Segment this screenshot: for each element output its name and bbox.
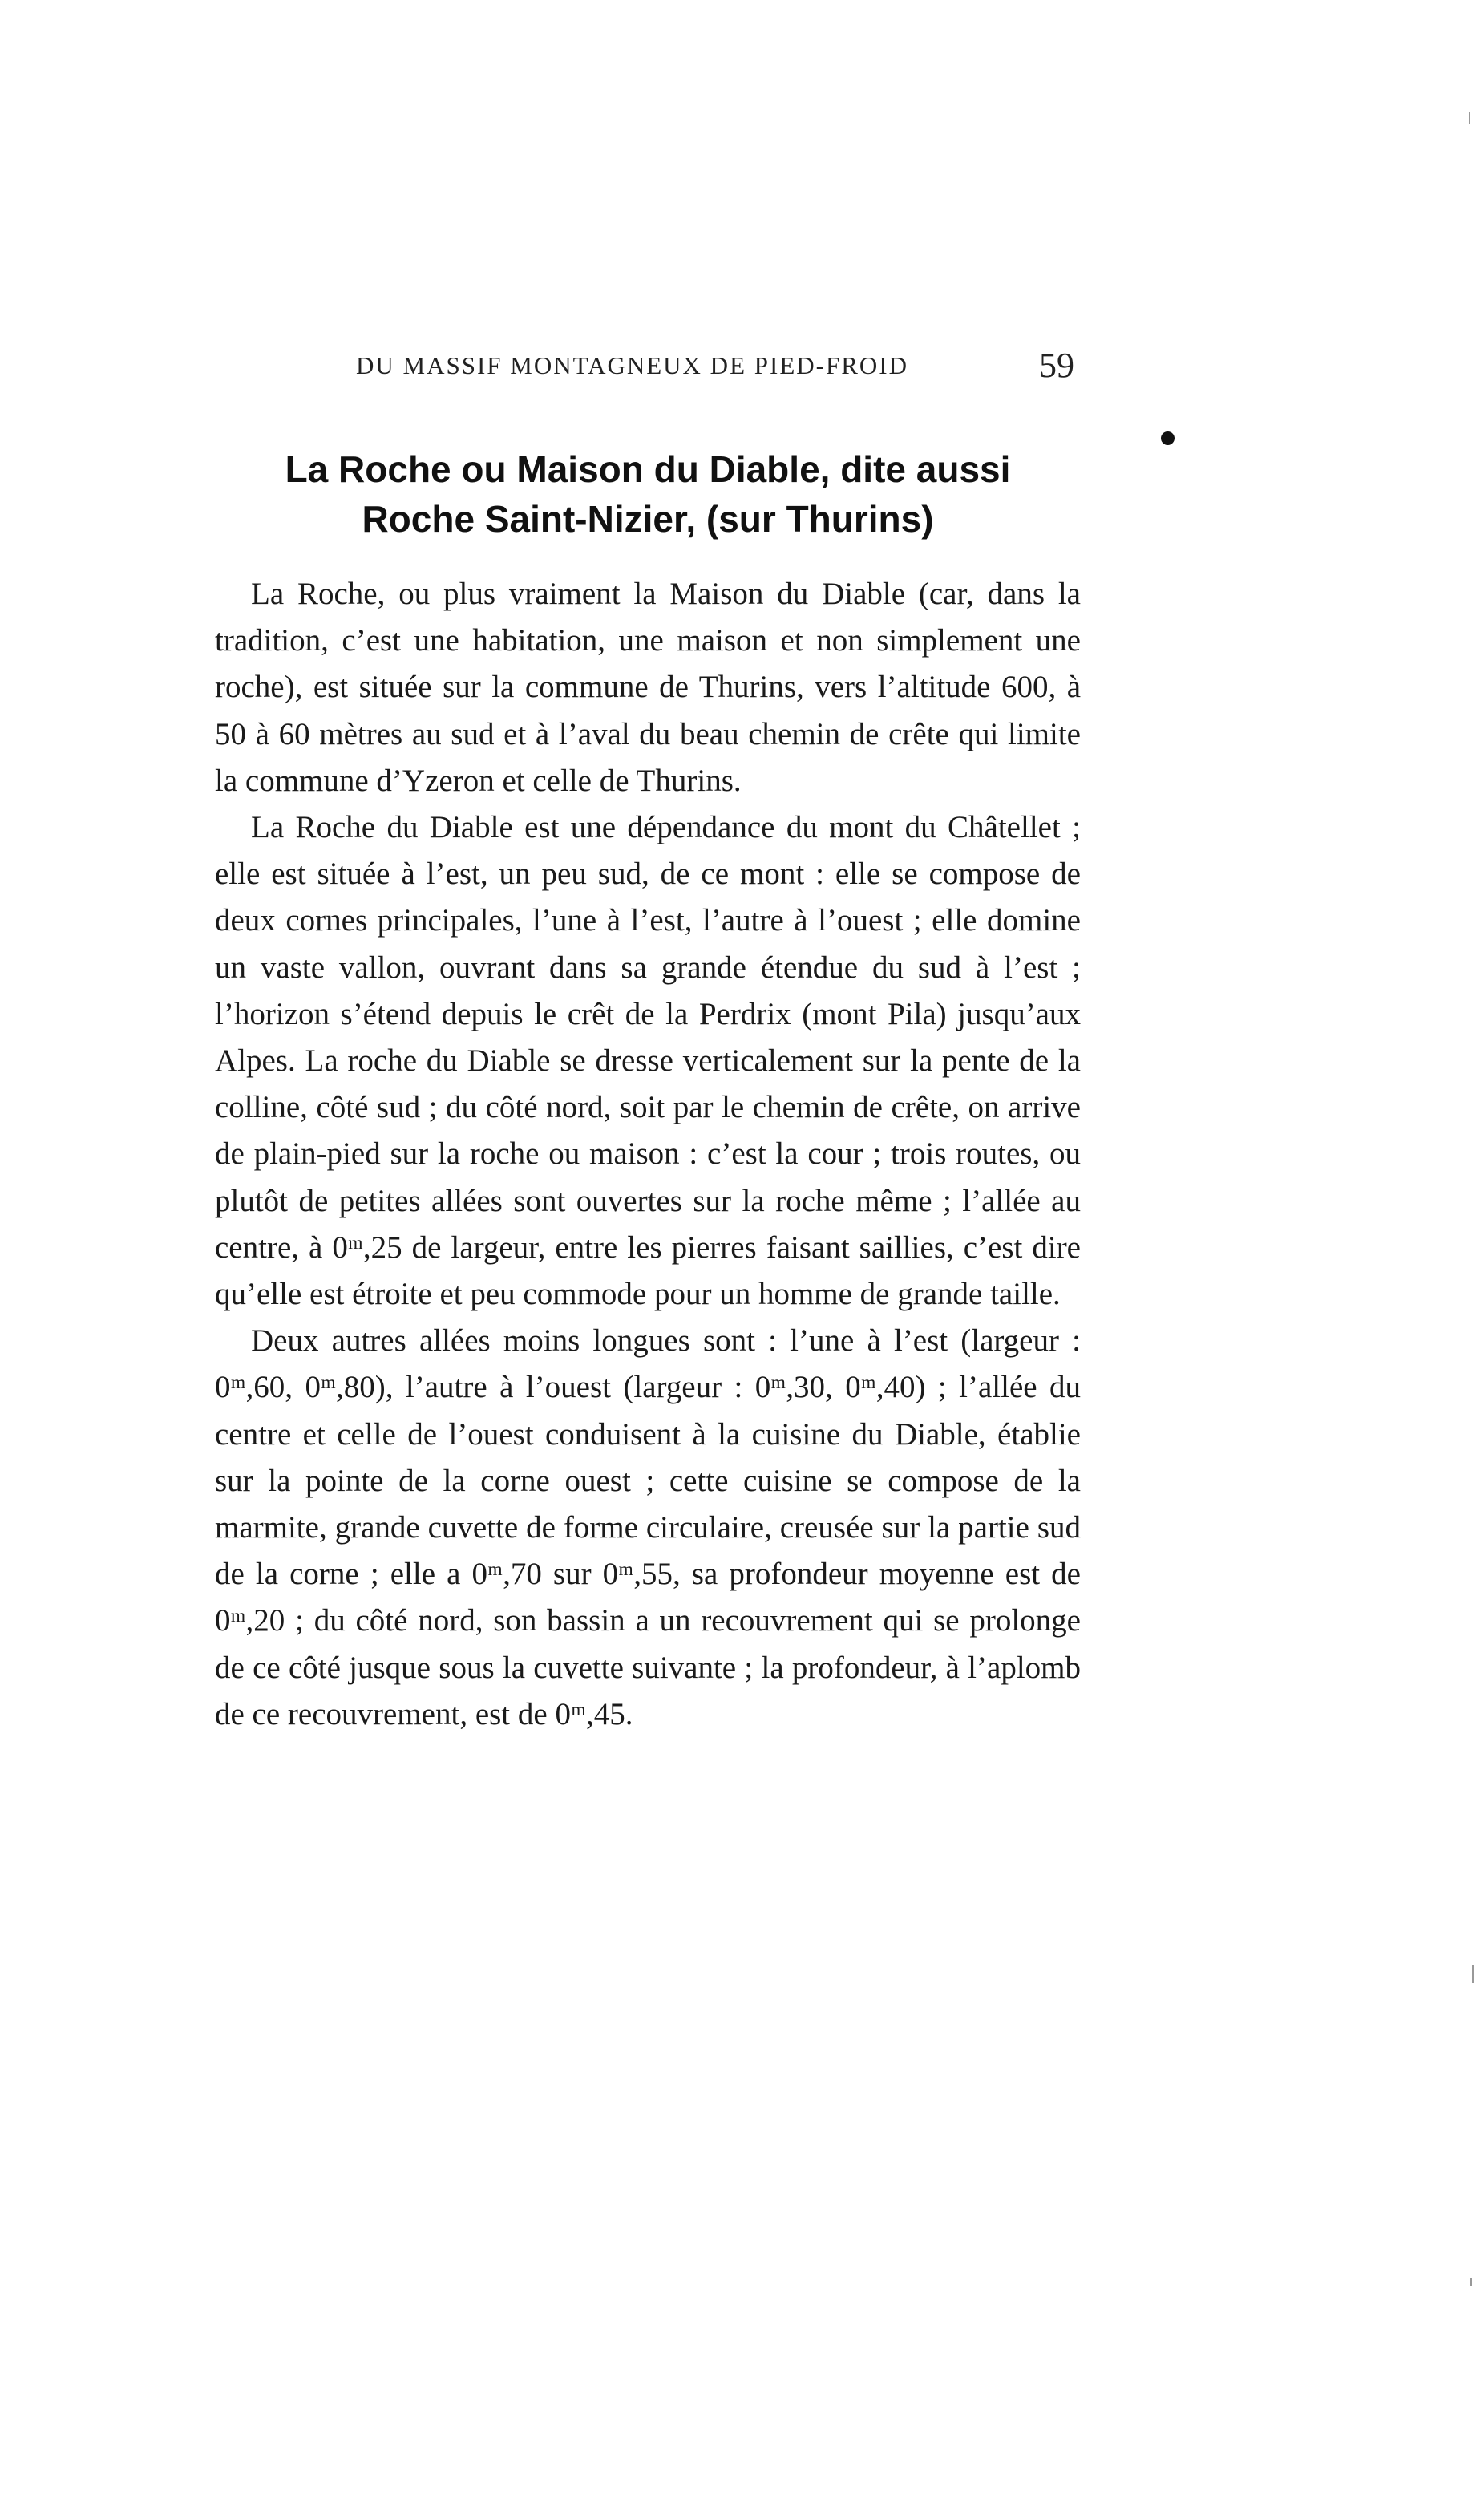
body-paragraph-1: La Roche, ou plus vraiment la Maison du Diable (car, dans la tradition, c’est une habitation, une maison et non simplement une roche), est située sur la commune de Thurins, vers l’altitude 600, à 50 à 60 mètres au sud et à l’aval du beau chemin de crête qui limite la commune d’Yzeron et celle de Thurins. — [215, 577, 1081, 798]
section-heading-line-2: Roche Saint-Nizier, (sur Thurins) — [362, 498, 934, 540]
page-column — [215, 345, 1081, 1738]
running-head — [215, 345, 1081, 393]
body-paragraph-3: Deux autres allées moins longues sont : l’une à l’est (largeur : 0ᵐ,60, 0ᵐ,80), l’autre à l’ouest (largeur : 0ᵐ,30, 0ᵐ,40) ; l’allée du centre et celle de l’ouest conduisent à la cuisine du Diable, établie sur la pointe de la corne ouest ; cette cuisine se compose de la marmite, grande cuvette de forme circulaire, creusée sur la partie sud de la corne ; elle a 0ᵐ,70 sur 0ᵐ,55, sa profondeur moyenne est de 0ᵐ,20 ; du côté nord, son bassin a un recouvrement qui se prolonge de ce côté jusque sous la cuvette suivante ; la profondeur, à l’aplomb de ce recouvrement, est de 0ᵐ,45. — [215, 1323, 1081, 1731]
running-title: DU MASSIF MONTAGNEUX DE PIED-FROID — [356, 351, 908, 379]
scan-speck — [1470, 2278, 1472, 2286]
section-heading-line-1: La Roche ou Maison du Diable, dite aussi — [285, 448, 1011, 490]
ink-dot-mark — [1161, 431, 1175, 445]
scan-speck — [1469, 112, 1470, 124]
section-heading — [215, 444, 1081, 544]
scan-speck — [1472, 1965, 1474, 1983]
page-number: 59 — [1039, 346, 1074, 385]
body-paragraph-2: La Roche du Diable est une dépendance du mont du Châtellet ; elle est située à l’est, un peu sud, de ce mont : elle se compose de deux cornes principales, l’une à l’est, l’autre à l’ouest ; elle domine un vaste vallon, ouvrant dans sa grande étendue du sud à l’est ; l’horizon s’étend depuis le crêt de la Perdrix (mont Pila) jusqu’aux Alpes. La roche du Diable se dresse verticalement sur la pente de la colline, côté sud ; du côté nord, soit par le chemin de crête, on arrive de plain-pied sur la roche ou maison : c’est la cour ; trois routes, ou plutôt de petites allées sont ouvertes sur la roche même ; l’allée au centre, à 0ᵐ,25 de largeur, entre les pierres faisant saillies, c’est dire qu’elle est étroite et peu commode pour un homme de grande taille. — [215, 810, 1081, 1312]
